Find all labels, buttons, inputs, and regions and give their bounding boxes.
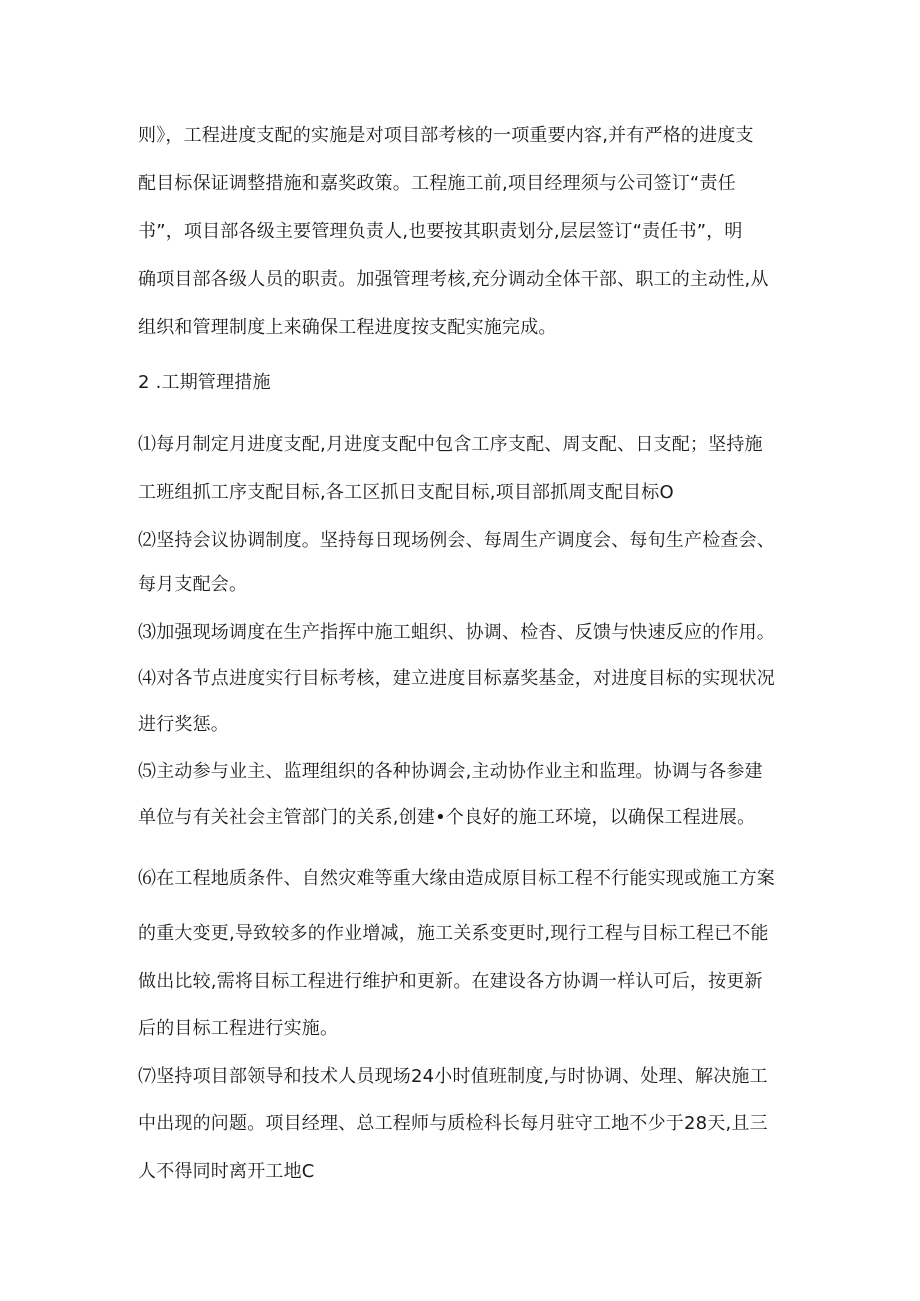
list-item-line: ⑵坚持会议协调制度。坚持每日现场例会、每周生产调度会、每旬生产检查会、	[138, 530, 775, 551]
list-item-line: 工班组抓工序支配目标,各工区抓日支配目标,项目部抓周支配目标O	[138, 482, 674, 503]
list-item-line: ⑷对各节点进度实行目标考核，建立进度目标嘉奖基金，对进度目标的实现状况	[138, 668, 775, 689]
intro-line: 组织和管理制度上来确保工程进度按支配实施完成。	[138, 317, 557, 338]
section-heading: 2 .工期管理措施	[138, 372, 271, 393]
intro-line: 书”，项目部各级主要管理负责人,也要按其职责划分,层层签订“责任书”，明	[138, 221, 743, 242]
list-item-line: 后的目标工程进行实施。	[138, 1018, 339, 1039]
list-item-line: 进行奖惩。	[138, 714, 229, 735]
list-item-line: ⑸主动参与业主、监理组织的各种协调会,主动协作业主和监理。协调与各参建	[138, 761, 763, 782]
list-item-line: ⑺坚持项目部领导和技术人员现场24小时值班制度,与时协调、处理、解决施工	[138, 1066, 768, 1087]
list-item-line: ⑹在工程地质条件、自然灾难等重大缘由造成原目标工程不行能实现或施工方案	[138, 868, 775, 889]
list-item-line: 中出现的问题。项目经理、总工程师与质检科长每月驻守工地不少于28天,且三	[138, 1113, 768, 1134]
list-item-line: 每月支配会。	[138, 574, 248, 595]
intro-line: 确项目部各级人员的职责。加强管理考核,充分调动全体干部、职工的主动性,从	[138, 269, 769, 290]
intro-line: 则》，工程进度支配的实施是对项目部考核的一项重要内容,并有严格的进度支	[138, 125, 754, 146]
list-item-line: ⑴每月制定月进度支配,月进度支配中包含工序支配、周支配、日支配；坚持施	[138, 434, 763, 455]
list-item-line: 单位与有关社会主管部门的关系,创建•个良好的施工环境，以确保工程进展。	[138, 807, 756, 828]
list-item-line: 人不得同时离开工地C	[138, 1161, 315, 1182]
list-item-line: 的重大变更,导致较多的作业增减，施工关系变更时,现行工程与目标工程已不能	[138, 923, 769, 944]
list-item-line: 做出比较,需将目标工程进行维护和更新。在建设各方协调一样认可后，按更新	[138, 971, 763, 992]
list-item-line: ⑶加强现场调度在生产指挥中施工蛆织、协调、检杳、反馈与快速反应的作用。	[138, 622, 775, 643]
intro-line: 配目标保证调整措施和嘉奖政策。工程施工前,项目经理须与公司签订“责任	[138, 173, 736, 194]
